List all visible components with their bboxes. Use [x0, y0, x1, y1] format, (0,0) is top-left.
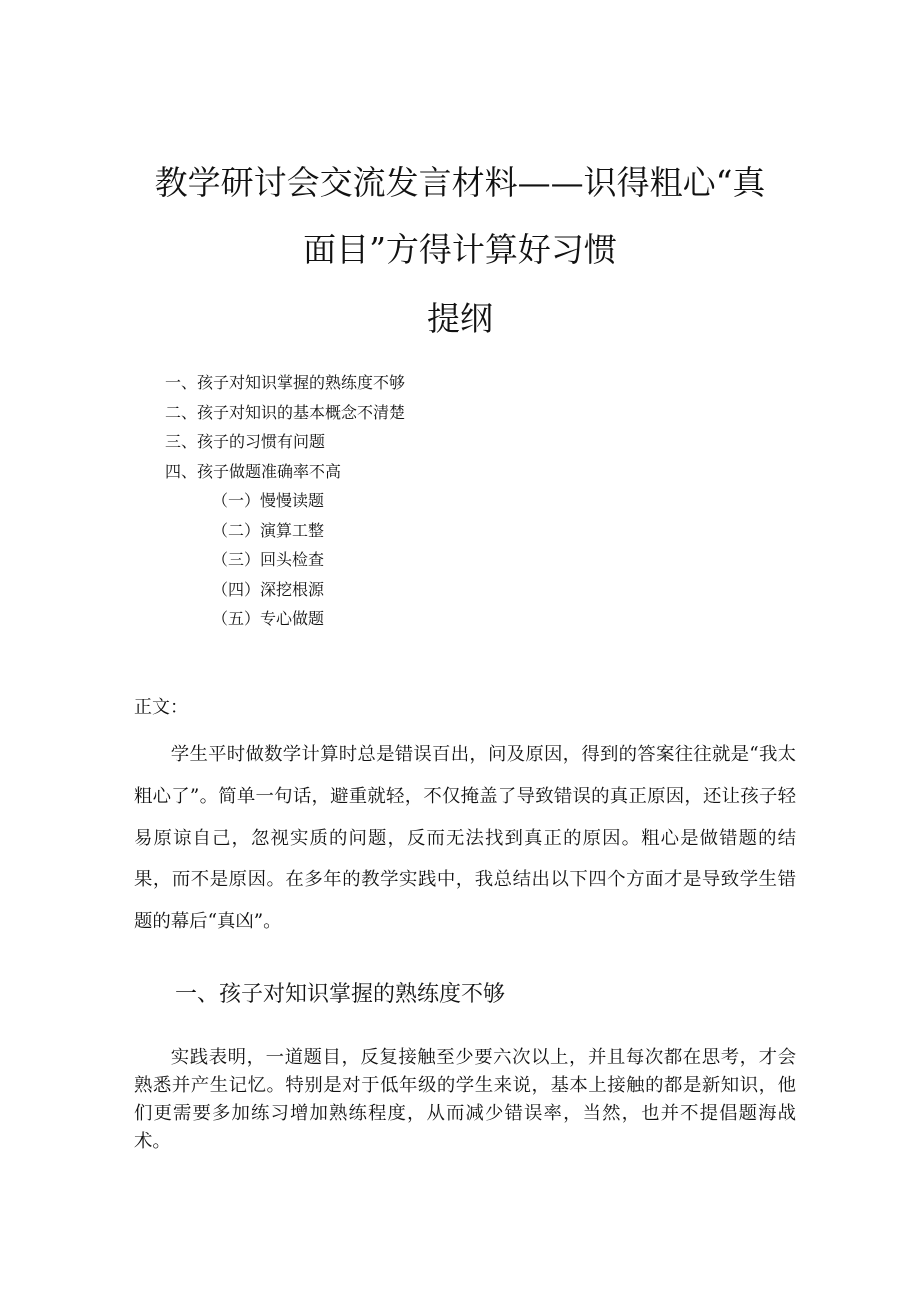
- outline-list: [0, 368, 920, 634]
- outline-item-2: 二、孩子对知识的基本概念不清楚: [165, 402, 406, 422]
- outline-subitem-3: （三）回头检查: [212, 550, 325, 569]
- outline-item-1: 一、孩子对知识掌握的熟练度不够: [165, 373, 406, 392]
- intro-paragraph: 学生平时做数学计算时总是错误百出，问及原因，得到的答案往往就是“我太粗心了”。简单一句话，避重就轻，不仅掩盖了导致错误的真正原因，还让孩子轻易原谅自己，忽视实质的问题，反而无法找到真正的原因。粗心是做错题的结果，而不是原因。在多年的教学实践中，我总结出以下四个方面才是导致学生错题的幕后“真凶”。: [134, 744, 796, 933]
- outline-subitem-2: （二）演算工整: [212, 520, 325, 540]
- document-title-line-2: 面目”方得计算好习惯: [303, 230, 617, 269]
- outline-subitem-4: （四）深挖根源: [212, 579, 325, 599]
- outline-subitem-1: （一）慢慢读题: [212, 491, 325, 510]
- section-heading-1: 一、孩子对知识掌握的熟练度不够: [175, 982, 506, 1007]
- outline-title: 提纲: [427, 299, 493, 338]
- outline-item-4: 四、孩子做题准确率不高: [165, 461, 342, 481]
- body-label: 正文：: [134, 697, 188, 718]
- outline-subitem-5: （五）专心做题: [212, 609, 325, 628]
- outline-item-3: 三、孩子的习惯有问题: [165, 432, 326, 451]
- section-paragraph-1: 实践表明，一道题目，反复接触至少要六次以上，并且每次都在思考，才会熟悉并产生记忆。特别是对于低年级的学生来说，基本上接触的都是新知识，他们更需要多加练习增加熟练程度，从而减少错误率，当然，也并不提倡题海战术。: [134, 1047, 796, 1152]
- document-title-line-1: 教学研讨会交流发言材料——识得粗心“真: [154, 163, 766, 202]
